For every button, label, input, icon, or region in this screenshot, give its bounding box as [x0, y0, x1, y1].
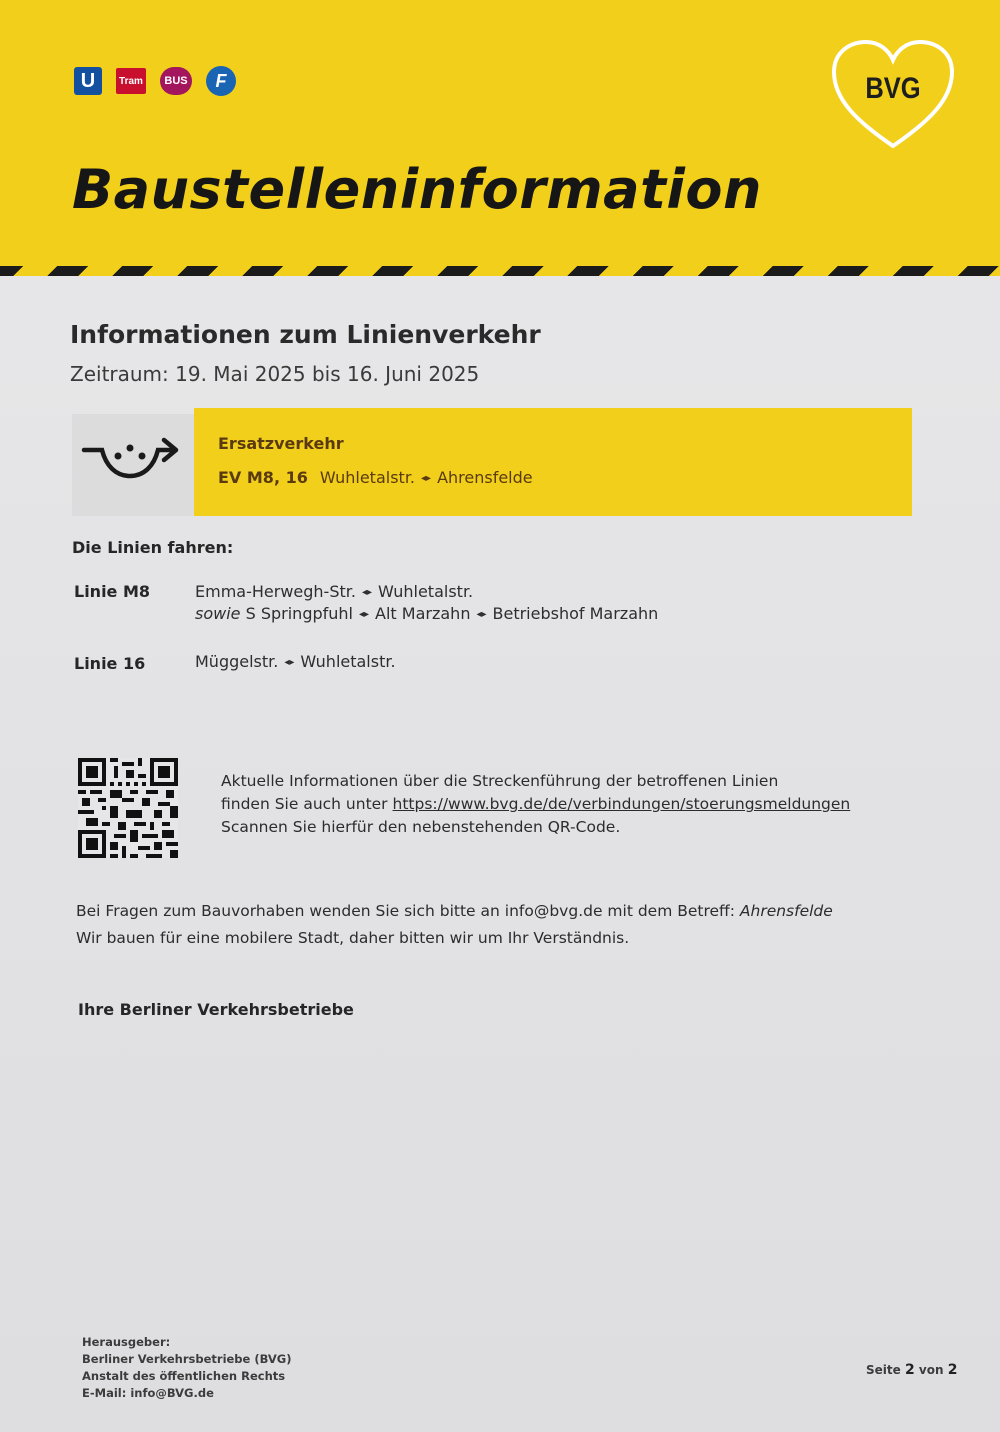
replacement-service-box — [194, 408, 912, 516]
bidirectional-arrow-icon: ◂▸ — [421, 473, 432, 484]
period-text: Zeitraum: 19. Mai 2025 bis 16. Juni 2025 — [70, 362, 480, 386]
replacement-service-icon — [72, 414, 194, 516]
signoff: Ihre Berliner Verkehrsbetriebe — [78, 1000, 354, 1019]
transport-mode-icons — [74, 66, 236, 96]
ferry-icon: F — [206, 66, 236, 96]
tram-icon: Tram — [116, 68, 146, 94]
lines-heading: Die Linien fahren: — [72, 538, 234, 557]
page-title: Baustelleninformation — [72, 158, 762, 221]
replacement-line-numbers: EV M8, 16 — [218, 468, 308, 487]
imprint: Herausgeber: Berliner Verkehrsbetriebe (BVG) Anstalt des öffentlichen Rechts E-Mail: info@BVG.de — [82, 1335, 292, 1400]
line-route-m8: Emma-Herwegh-Str. ◂▸ Wuhletalstr. — [195, 582, 474, 601]
bidirectional-arrow-icon: ◂▸ — [361, 587, 372, 598]
qr-code-icon[interactable] — [76, 758, 180, 858]
replacement-from: Wuhletalstr. — [319, 468, 416, 487]
subject-text: Ahrensfelde — [739, 902, 833, 920]
line-label-16: Linie 16 — [74, 654, 146, 673]
replacement-lines — [218, 468, 533, 487]
logo-text: BVG — [865, 72, 921, 105]
info-text: Aktuelle Informationen über die Streckenführung der betroffenen Linien finden Sie auch unter https://www.bvg.de/de/verbindungen/stoerungsmeldungen Scannen Sie hierfür den nebenstehenden QR-Code. — [221, 772, 851, 836]
bidirectional-arrow-icon: ◂▸ — [358, 609, 370, 620]
info-url-link[interactable]: https://www.bvg.de/de/verbindungen/stoerungsmeldungen — [392, 795, 851, 813]
replacement-title: Ersatzverkehr — [218, 434, 344, 453]
page-number: Seite 2 von 2 — [866, 1362, 958, 1378]
bidirectional-arrow-icon: ◂▸ — [284, 657, 295, 668]
replacement-icon-box — [72, 414, 194, 516]
bus-icon: BUS — [160, 67, 192, 95]
line-route-m8-extra: sowie S Springpfuhl ◂▸ Alt Marzahn ◂▸ Betriebshof Marzahn — [195, 604, 659, 623]
bidirectional-arrow-icon: ◂▸ — [476, 609, 487, 620]
line-route-16: Müggelstr. ◂▸ Wuhletalstr. — [195, 652, 396, 671]
ubahn-icon: U — [74, 67, 102, 95]
replacement-to: Ahrensfelde — [437, 468, 533, 487]
bvg-logo — [828, 34, 958, 154]
questions-text: Bei Fragen zum Bauvorhaben wenden Sie sich bitte an info@bvg.de mit dem Betreff: Ahrensfelde Wir bauen für eine mobilere Stadt, daher bitten wir um Ihr Verständnis. — [76, 902, 833, 947]
section-heading: Informationen zum Linienverkehr — [70, 320, 541, 349]
line-label-m8: Linie M8 — [74, 582, 151, 601]
